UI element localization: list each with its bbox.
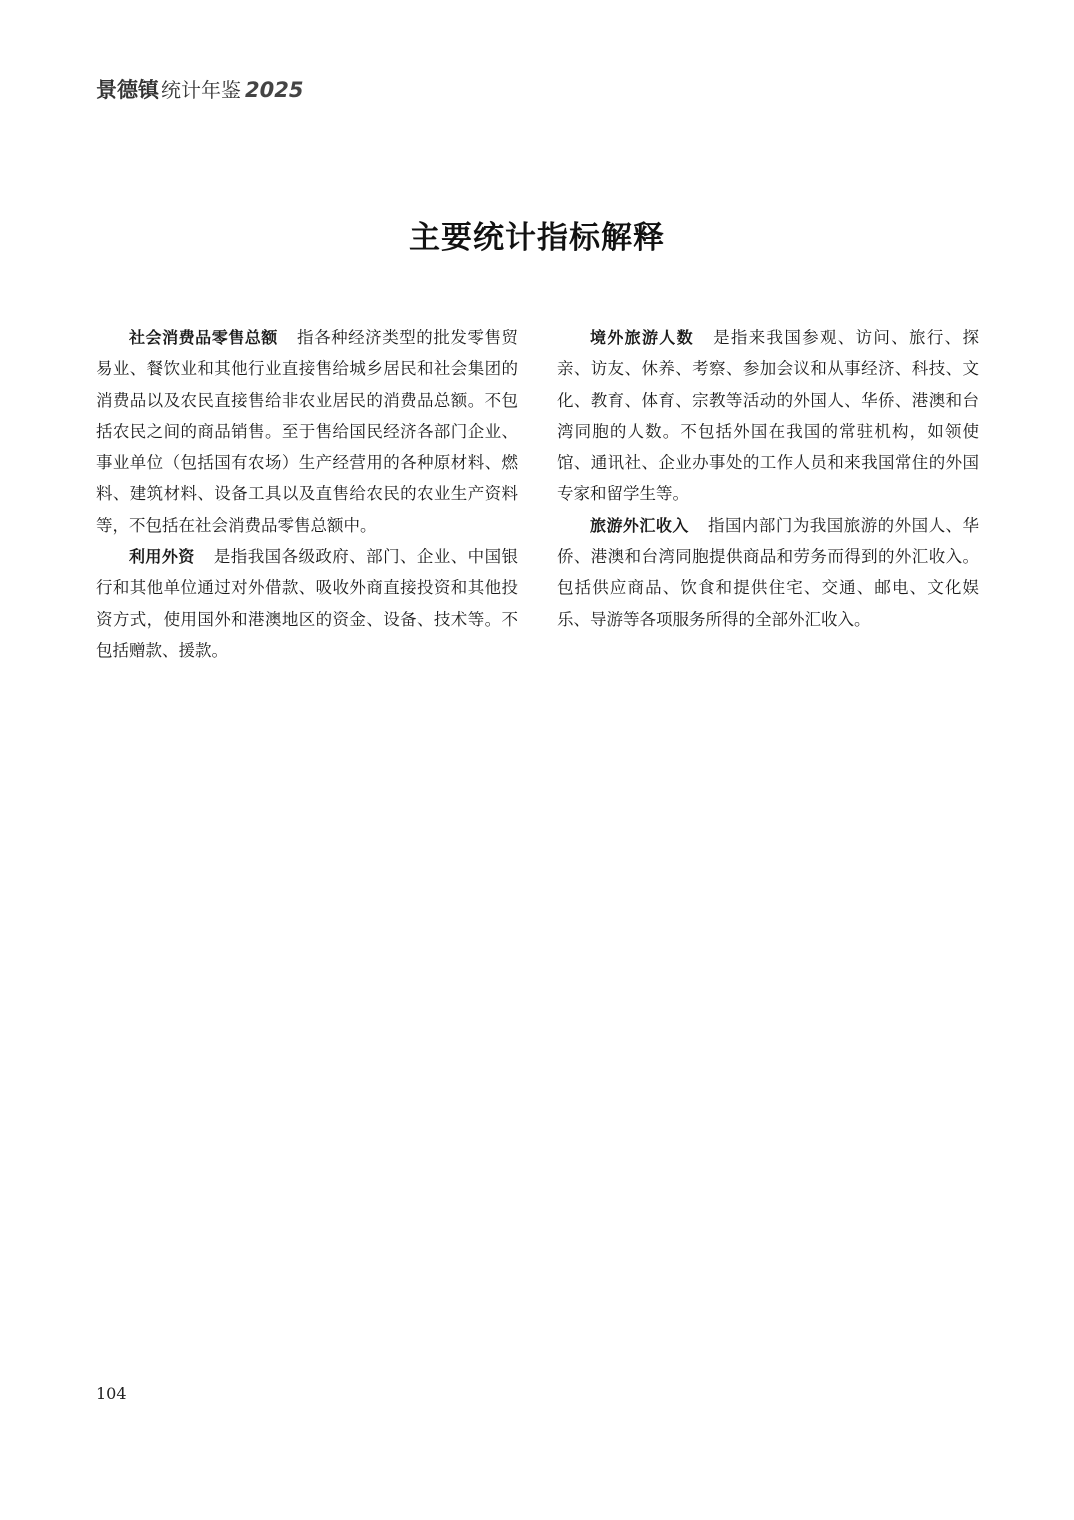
definition-paragraph — [557, 322, 979, 510]
definition-paragraph — [96, 541, 518, 666]
definition-text: 指各种经济类型的批发零售贸易业、餐饮业和其他行业直接售给城乡居民和社会集团的消费品以及农民直接售给非农业居民的消费品总额。不包括农民之间的商品销售。至于售给国民经济各部门企业、事业单位（包括国有农场）生产经营用的各种原材料、燃料、建筑材料、设备工具以及直售给农民的农业生产资料等，不包括在社会消费品零售总额中。 — [96, 328, 518, 535]
left-column — [96, 322, 518, 666]
header-year: 2025 — [245, 78, 304, 102]
definition-text: 指国内部门为我国旅游的外国人、华侨、港澳和台湾同胞提供商品和劳务而得到的外汇收入。包括供应商品、饮食和提供住宅、交通、邮电、文化娱乐、导游等各项服务所得的全部外汇收入。 — [557, 515, 979, 629]
page-title: 主要统计指标解释 — [409, 220, 665, 256]
header-brand: 景德镇 — [96, 78, 159, 102]
definition-text: 是指我国各级政府、部门、企业、中国银行和其他单位通过对外借款、吸收外商直接投资和其他投资方式，使用国外和港澳地区的资金、设备、技术等。不包括赠款、援款。 — [96, 547, 518, 660]
definition-term: 旅游外汇收入 — [590, 515, 689, 535]
definition-term: 境外旅游人数 — [590, 328, 694, 347]
definition-term: 社会消费品零售总额 — [129, 328, 278, 347]
definition-text: 是指来我国参观、访问、旅行、探亲、访友、休养、考察、参加会议和从事经济、科技、文化、教育、体育、宗教等活动的外国人、华侨、港澳和台湾同胞的人数。不包括外国在我国的常驻机构，如领使馆、通讯社、企业办事处的工作人员和来我国常住的外国专家和留学生等。 — [557, 328, 979, 504]
definition-paragraph — [557, 510, 979, 635]
page-number: 104 — [96, 1384, 127, 1403]
header-subtitle: 统计年鉴 — [161, 78, 241, 102]
definition-paragraph — [96, 322, 518, 541]
definition-term: 利用外资 — [129, 547, 195, 567]
running-header — [96, 74, 303, 104]
right-column — [557, 322, 979, 635]
